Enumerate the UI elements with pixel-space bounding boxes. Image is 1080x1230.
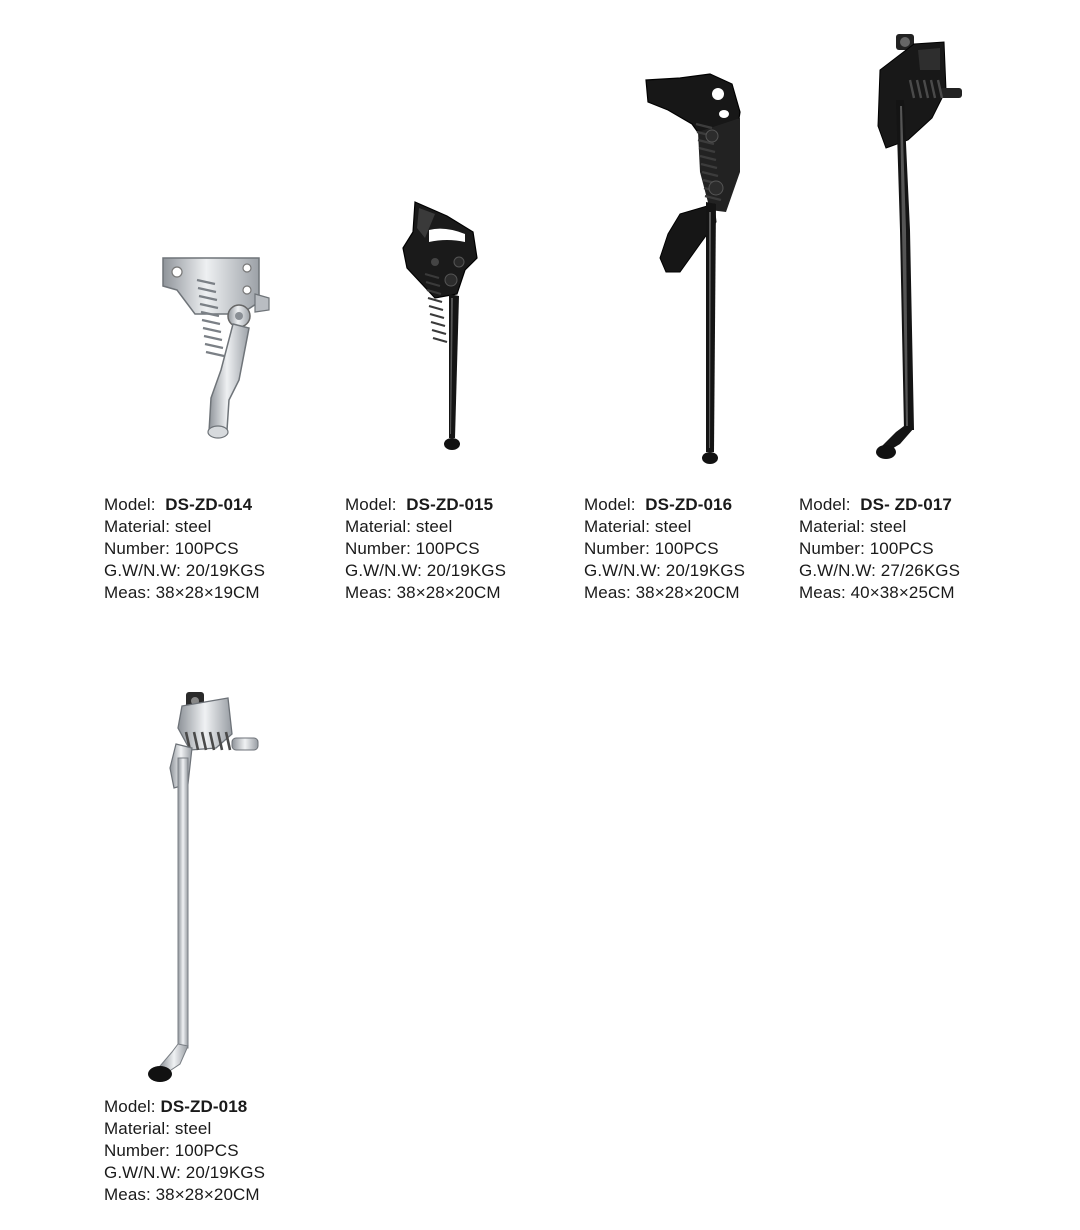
spec-block-ds-zd-014: [104, 494, 265, 604]
kickstand-image-ds-zd-018: [140, 688, 265, 1088]
kickstand-image-ds-zd-015: [395, 198, 485, 458]
weight-line: G.W/N.W: 20/19KGS: [104, 1163, 266, 1182]
meas-line: Meas: 38×28×20CM: [584, 583, 740, 602]
weight-line: G.W/N.W: 20/19KGS: [104, 561, 266, 580]
model-line: [584, 494, 745, 516]
spec-block-ds-zd-018: [104, 1096, 265, 1206]
model-line: [104, 494, 265, 516]
model-label: Model:: [104, 495, 156, 514]
meas-line: Meas: 40×38×25CM: [799, 583, 955, 602]
number-line: Number: 100PCS: [584, 539, 719, 558]
material-line: Material: steel: [104, 1119, 212, 1138]
spec-block-ds-zd-017: [799, 494, 960, 604]
number-line: Number: 100PCS: [799, 539, 934, 558]
kickstand-image-ds-zd-017: [870, 30, 970, 466]
number-line: Number: 100PCS: [345, 539, 480, 558]
spec-block-ds-zd-015: [345, 494, 506, 604]
model-label: Model:: [584, 495, 636, 514]
material-line: Material: steel: [345, 517, 453, 536]
model-number: DS-ZD-015: [406, 495, 494, 514]
material-line: Material: steel: [104, 517, 212, 536]
weight-line: G.W/N.W: 20/19KGS: [584, 561, 746, 580]
model-label: Model:: [345, 495, 397, 514]
model-line: [345, 494, 506, 516]
model-line: [799, 494, 960, 516]
model-label: Model:: [799, 495, 851, 514]
meas-line: Meas: 38×28×20CM: [345, 583, 501, 602]
number-line: Number: 100PCS: [104, 1141, 239, 1160]
meas-line: Meas: 38×28×19CM: [104, 583, 260, 602]
spec-block-ds-zd-016: [584, 494, 745, 604]
model-number: DS-ZD-014: [165, 495, 253, 514]
kickstand-image-ds-zd-016: [640, 72, 755, 468]
model-number: DS- ZD-017: [860, 495, 952, 514]
material-line: Material: steel: [799, 517, 907, 536]
material-line: Material: steel: [584, 517, 692, 536]
number-line: Number: 100PCS: [104, 539, 239, 558]
model-line: [104, 1096, 265, 1118]
kickstand-image-ds-zd-014: [155, 250, 280, 445]
model-number: DS-ZD-016: [645, 495, 733, 514]
model-label: Model:: [104, 1097, 156, 1116]
weight-line: G.W/N.W: 27/26KGS: [799, 561, 961, 580]
weight-line: G.W/N.W: 20/19KGS: [345, 561, 507, 580]
meas-line: Meas: 38×28×20CM: [104, 1185, 260, 1204]
model-number: DS-ZD-018: [160, 1097, 248, 1116]
